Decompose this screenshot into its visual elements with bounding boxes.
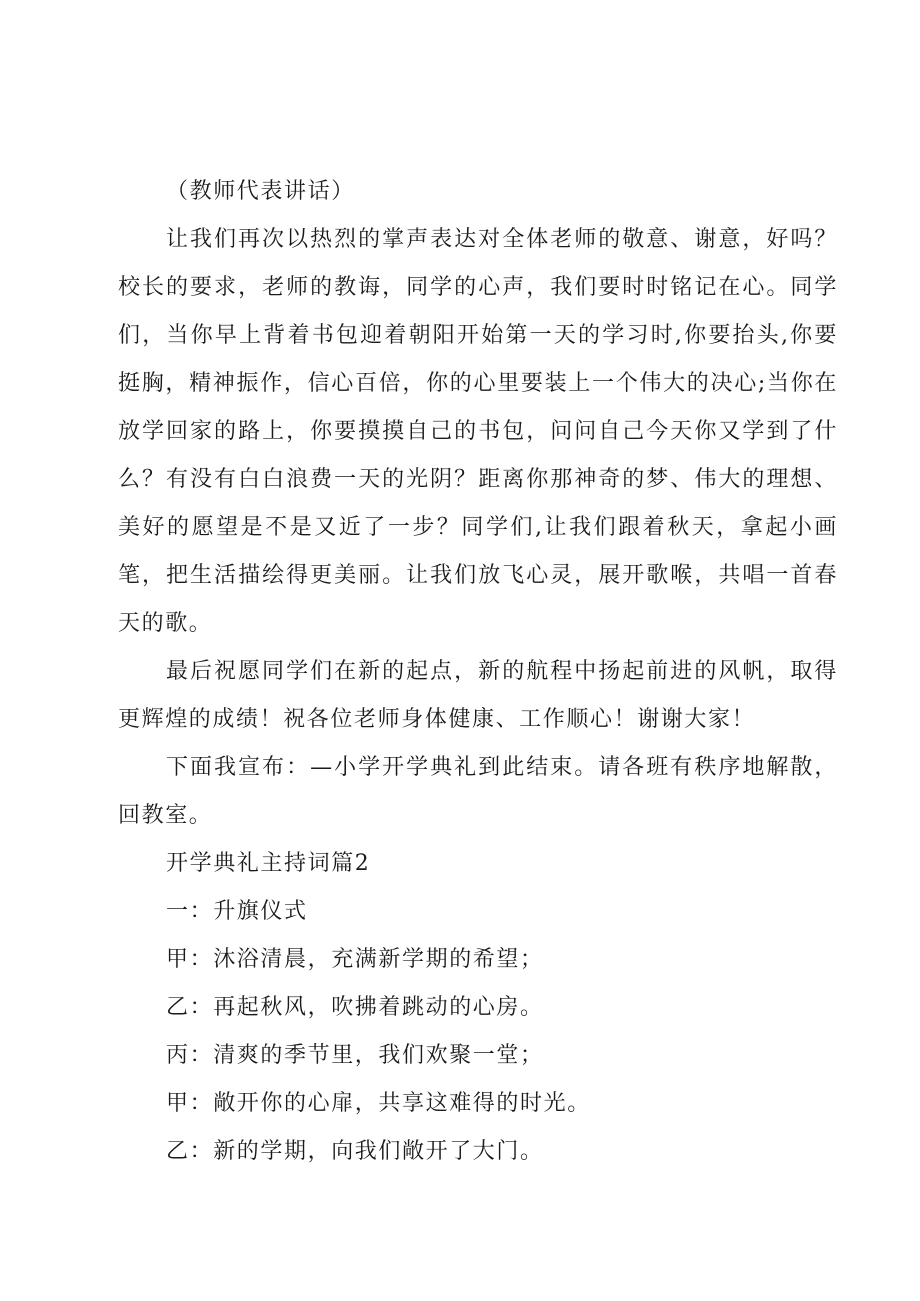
paragraph-wishes: 最后祝愿同学们在新的起点，新的航程中扬起前进的风帆，取得更辉煌的成绩！祝各位老师身体健康、工作顺心！谢谢大家！ (118, 659, 838, 732)
speaker-note: （教师代表讲话） (166, 179, 355, 204)
dialogue-line: 乙：再起秋风，吹拂着跳动的心房。 (166, 995, 544, 1020)
paragraph-announcement: 下面我宣布：—小学开学典礼到此结束。请各班有秩序地解散，回教室。 (118, 755, 838, 828)
section-heading: 开学典礼主持词篇2 (166, 851, 371, 876)
dialogue-line: 乙：新的学期，向我们敞开了大门。 (166, 1139, 544, 1164)
sub-heading-flag-ceremony: 一：升旗仪式 (166, 899, 308, 924)
dialogue-line: 丙：清爽的季节里，我们欢聚一堂； (166, 1043, 544, 1068)
dialogue-line: 甲：敞开你的心扉，共享这难得的时光。 (166, 1091, 591, 1116)
document-body (118, 168, 838, 1176)
dialogue-line: 甲：沐浴清晨，充满新学期的希望； (166, 947, 544, 972)
paragraph-closing-speech: 让我们再次以热烈的掌声表达对全体老师的敬意、谢意，好吗？校长的要求，老师的教诲，同学的心声，我们要时时铭记在心。同学们，当你早上背着书包迎着朝阳开始第一天的学习时,你要抬头,你要挺胸，精神振作，信心百倍，你的心里要装上一个伟大的决心;当你在放学回家的路上，你要摸摸自己的书包，问问自己今天你又学到了什么？有没有白白浪费一天的光阴？距离你那神奇的梦、伟大的理想、美好的愿望是不是又近了一步？同学们,让我们跟着秋天，拿起小画笔，把生活描绘得更美丽。让我们放飞心灵，展开歌喉，共唱一首春天的歌。 (118, 227, 838, 636)
